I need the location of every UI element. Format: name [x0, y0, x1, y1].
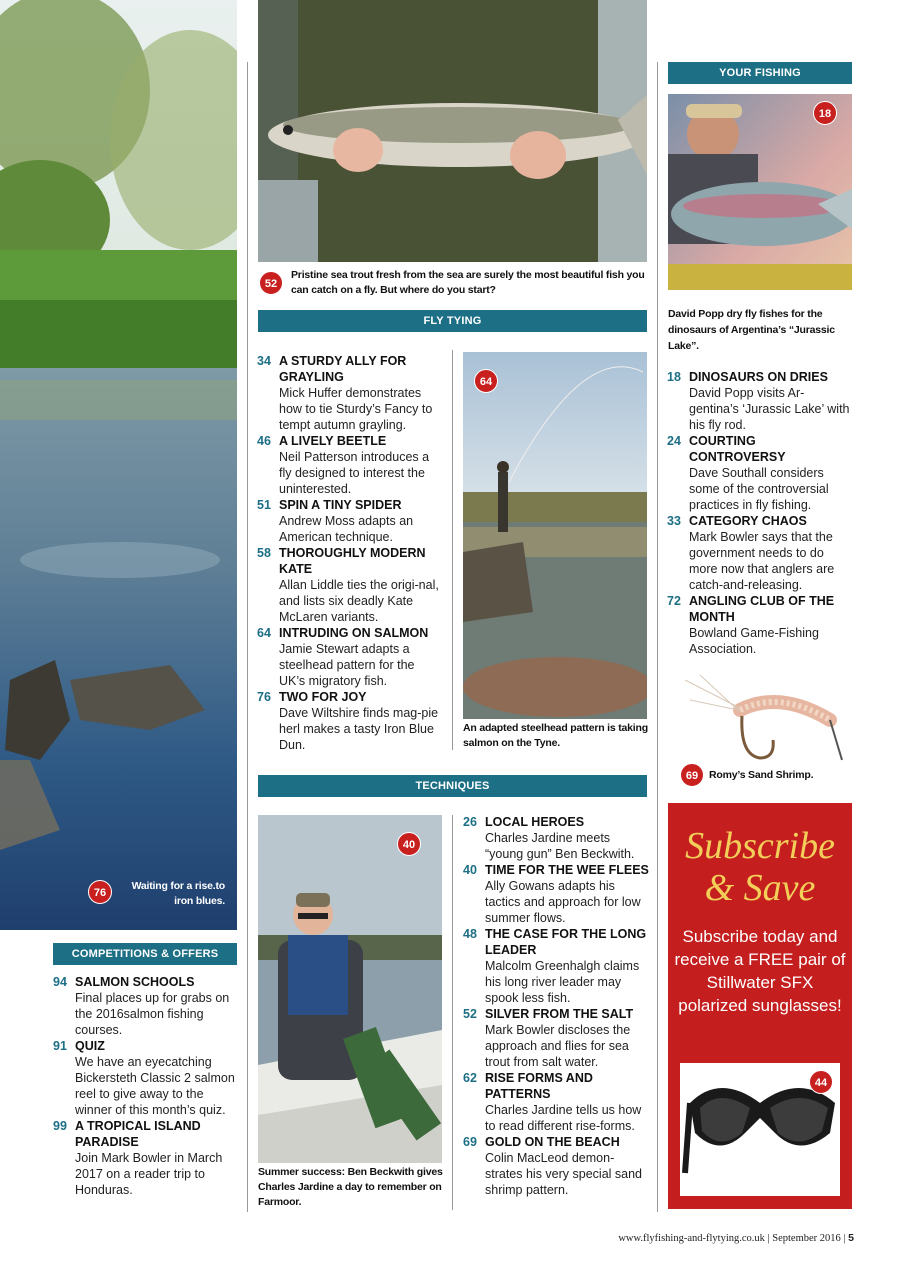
column-divider-2 — [657, 62, 658, 1212]
toc-page-number: 69 — [463, 1135, 477, 1149]
toc-title: SALMON SCHOOLS — [75, 975, 195, 989]
footer-page-number: 5 — [848, 1232, 854, 1244]
column-divider-3 — [452, 350, 453, 750]
toc-item[interactable] — [463, 862, 649, 926]
toc-description: Mick Huffer demonstrates how to tie Sturdy’s Fancy to tempt autumn grayling. — [279, 386, 433, 432]
toc-description: Charles Jardine meets “young gun” Ben Beckwith. — [485, 831, 635, 861]
toc-item[interactable] — [667, 433, 853, 513]
subscribe-offer-text: Subscribe today and receive a FREE pair of Stillwater SFX polarized sunglasses! — [674, 927, 846, 1015]
sea-trout-caption: Pristine sea trout fresh from the sea are surely the most beautiful fish you can catch on a fly. But where do you start? — [291, 269, 645, 296]
sand-shrimp-photo — [680, 670, 850, 765]
footer-url[interactable]: www.flyfishing-and-flytying.co.uk — [618, 1233, 765, 1244]
toc-description: Jamie Stewart adapts a steelhead pattern for the UK’s migratory fish. — [279, 642, 415, 688]
toc-title: RISE FORMS AND PATTERNS — [485, 1071, 593, 1101]
toc-page-number: 33 — [667, 514, 681, 528]
beckwith-photo — [258, 815, 442, 1163]
fly-tying-list — [257, 353, 444, 753]
toc-title: DINOSAURS ON DRIES — [689, 370, 828, 384]
column-divider-1 — [247, 62, 248, 1212]
toc-title: TIME FOR THE WEE FLEES — [485, 863, 649, 877]
toc-description: Mark Bowler discloses the approach and flies for sea trout from salt water. — [485, 1023, 631, 1069]
toc-description: Allan Liddle ties the origi-nal, and lists six deadly Kate McLaren variants. — [279, 578, 439, 624]
beckwith-illustration — [258, 815, 442, 1163]
river-illustration — [0, 0, 237, 930]
toc-description: Dave Southall considers some of the controversial practices in fly fishing. — [689, 466, 829, 512]
toc-item[interactable] — [667, 369, 853, 433]
toc-page-number: 58 — [257, 546, 271, 560]
toc-item[interactable] — [667, 593, 853, 657]
subscribe-box[interactable] — [668, 803, 852, 1209]
toc-page-number: 24 — [667, 434, 681, 448]
toc-page-number: 91 — [53, 1039, 67, 1053]
subscribe-script-line-1: Subscribe — [685, 825, 835, 867]
sand-shrimp-illustration — [680, 670, 850, 765]
toc-description: David Popp visits Ar-gentina’s ‘Jurassic Lake’ with his fly rod. — [689, 386, 850, 432]
sand-shrimp-caption: Romy’s Sand Shrimp. — [709, 769, 814, 781]
competitions-header: COMPETITIONS & OFFERS — [53, 943, 237, 965]
sea-trout-badge: 52 — [259, 271, 283, 295]
toc-page-number: 18 — [667, 370, 681, 384]
toc-item[interactable] — [53, 974, 239, 1038]
toc-description: Ally Gowans adapts his tactics and approach for low summer flows. — [485, 879, 641, 925]
footer-issue: September 2016 — [772, 1233, 841, 1244]
sunglasses-badge: 44 — [809, 1070, 833, 1094]
toc-item[interactable] — [257, 433, 444, 497]
toc-title: A LIVELY BEETLE — [279, 434, 387, 448]
toc-item[interactable] — [463, 926, 649, 1006]
page-footer — [618, 1232, 854, 1244]
tyne-photo-caption: An adapted steelhead pattern is taking salmon on the Tyne. — [463, 722, 648, 749]
toc-title: ANGLING CLUB OF THE MONTH — [689, 594, 835, 624]
toc-page-number: 99 — [53, 1119, 67, 1133]
tyne-illustration — [463, 352, 647, 719]
tyne-photo — [463, 352, 647, 719]
toc-title: QUIZ — [75, 1039, 105, 1053]
toc-page-number: 46 — [257, 434, 271, 448]
toc-description: We have an eyecatching Bickersteth Classic 2 salmon reel to give away to the winner of this month’s quiz. — [75, 1055, 235, 1117]
toc-title: THE CASE FOR THE LONG LEADER — [485, 927, 647, 957]
toc-item[interactable] — [463, 814, 649, 862]
toc-item[interactable] — [257, 497, 444, 545]
sea-trout-illustration — [258, 0, 647, 262]
toc-item[interactable] — [53, 1118, 239, 1198]
toc-title: GOLD ON THE BEACH — [485, 1135, 620, 1149]
subscribe-script-title — [668, 825, 852, 909]
toc-page-number: 72 — [667, 594, 681, 608]
toc-title: THOROUGHLY MODERN KATE — [279, 546, 426, 576]
subscribe-script-line-2: & Save — [704, 867, 816, 909]
toc-item[interactable] — [667, 513, 853, 593]
toc-title: LOCAL HEROES — [485, 815, 585, 829]
toc-title: SPIN A TINY SPIDER — [279, 498, 402, 512]
beckwith-photo-badge: 40 — [397, 832, 421, 856]
toc-page-number: 76 — [257, 690, 271, 704]
toc-page-number: 64 — [257, 626, 271, 640]
toc-description: Charles Jardine tells us how to read different rise-forms. — [485, 1103, 642, 1133]
toc-item[interactable] — [257, 689, 444, 753]
toc-title: COURTING CONTROVERSY — [689, 434, 786, 464]
toc-description: Mark Bowler says that the government needs to do more now that anglers are catch-and-releasing. — [689, 530, 835, 592]
beckwith-photo-caption: Summer success: Ben Beckwith gives Charles Jardine a day to remember on Farmoor. — [258, 1166, 443, 1208]
toc-item[interactable] — [257, 353, 444, 433]
toc-page-number: 26 — [463, 815, 477, 829]
toc-item[interactable] — [53, 1038, 239, 1118]
toc-title: CATEGORY CHAOS — [689, 514, 807, 528]
toc-title: SILVER FROM THE SALT — [485, 1007, 634, 1021]
toc-item[interactable] — [257, 625, 444, 689]
competitions-list — [53, 974, 239, 1198]
toc-description: Dave Wiltshire finds mag-pie herl makes a tasty Iron Blue Dun. — [279, 706, 439, 752]
footer-separator: | — [767, 1233, 770, 1244]
river-photo-caption: Waiting for a rise.to iron blues. — [131, 880, 225, 907]
footer-separator: | — [843, 1233, 846, 1244]
toc-description: Bowland Game-Fishing Association. — [689, 626, 819, 656]
toc-description: Neil Patterson introduces a fly designed to interest the uninterested. — [279, 450, 430, 496]
toc-description: Join Mark Bowler in March 2017 on a reader trip to Honduras. — [75, 1151, 223, 1197]
river-photo-badge: 76 — [88, 880, 112, 904]
your-fishing-list — [667, 369, 853, 657]
toc-item[interactable] — [463, 1006, 649, 1070]
tyne-photo-badge: 64 — [474, 369, 498, 393]
toc-page-number: 40 — [463, 863, 477, 877]
techniques-list — [463, 814, 649, 1198]
toc-title: INTRUDING ON SALMON — [279, 626, 429, 640]
toc-description: Colin MacLeod demon-strates his very special sand shrimp pattern. — [485, 1151, 643, 1197]
toc-description: Andrew Moss adapts an American technique. — [279, 514, 414, 544]
toc-page-number: 51 — [257, 498, 271, 512]
your-fishing-header: YOUR FISHING — [668, 62, 852, 84]
toc-item[interactable] — [463, 1070, 649, 1134]
sea-trout-photo — [258, 0, 647, 262]
toc-page-number: 94 — [53, 975, 67, 989]
toc-page-number: 62 — [463, 1071, 477, 1085]
popp-photo-caption: David Popp dry fly fishes for the dinosaurs of Argentina’s “Jurassic Lake”. — [668, 308, 835, 352]
toc-page-number: 52 — [463, 1007, 477, 1021]
fly-tying-header: FLY TYING — [258, 310, 647, 332]
toc-description: Malcolm Greenhalgh claims his long river leader may spook less fish. — [485, 959, 640, 1005]
popp-photo-badge: 18 — [813, 101, 837, 125]
toc-description: Final places up for grabs on the 2016salmon fishing courses. — [75, 991, 230, 1037]
toc-item[interactable] — [463, 1134, 649, 1198]
toc-page-number: 34 — [257, 354, 271, 368]
toc-item[interactable] — [257, 545, 444, 625]
toc-title: A STURDY ALLY FOR GRAYLING — [279, 354, 407, 384]
sand-shrimp-badge: 69 — [680, 763, 704, 787]
toc-title: A TROPICAL ISLAND PARADISE — [75, 1119, 201, 1149]
toc-title: TWO FOR JOY — [279, 690, 367, 704]
river-photo — [0, 0, 237, 930]
column-divider-4 — [452, 815, 453, 1210]
toc-page-number: 48 — [463, 927, 477, 941]
techniques-header: TECHNIQUES — [258, 775, 647, 797]
